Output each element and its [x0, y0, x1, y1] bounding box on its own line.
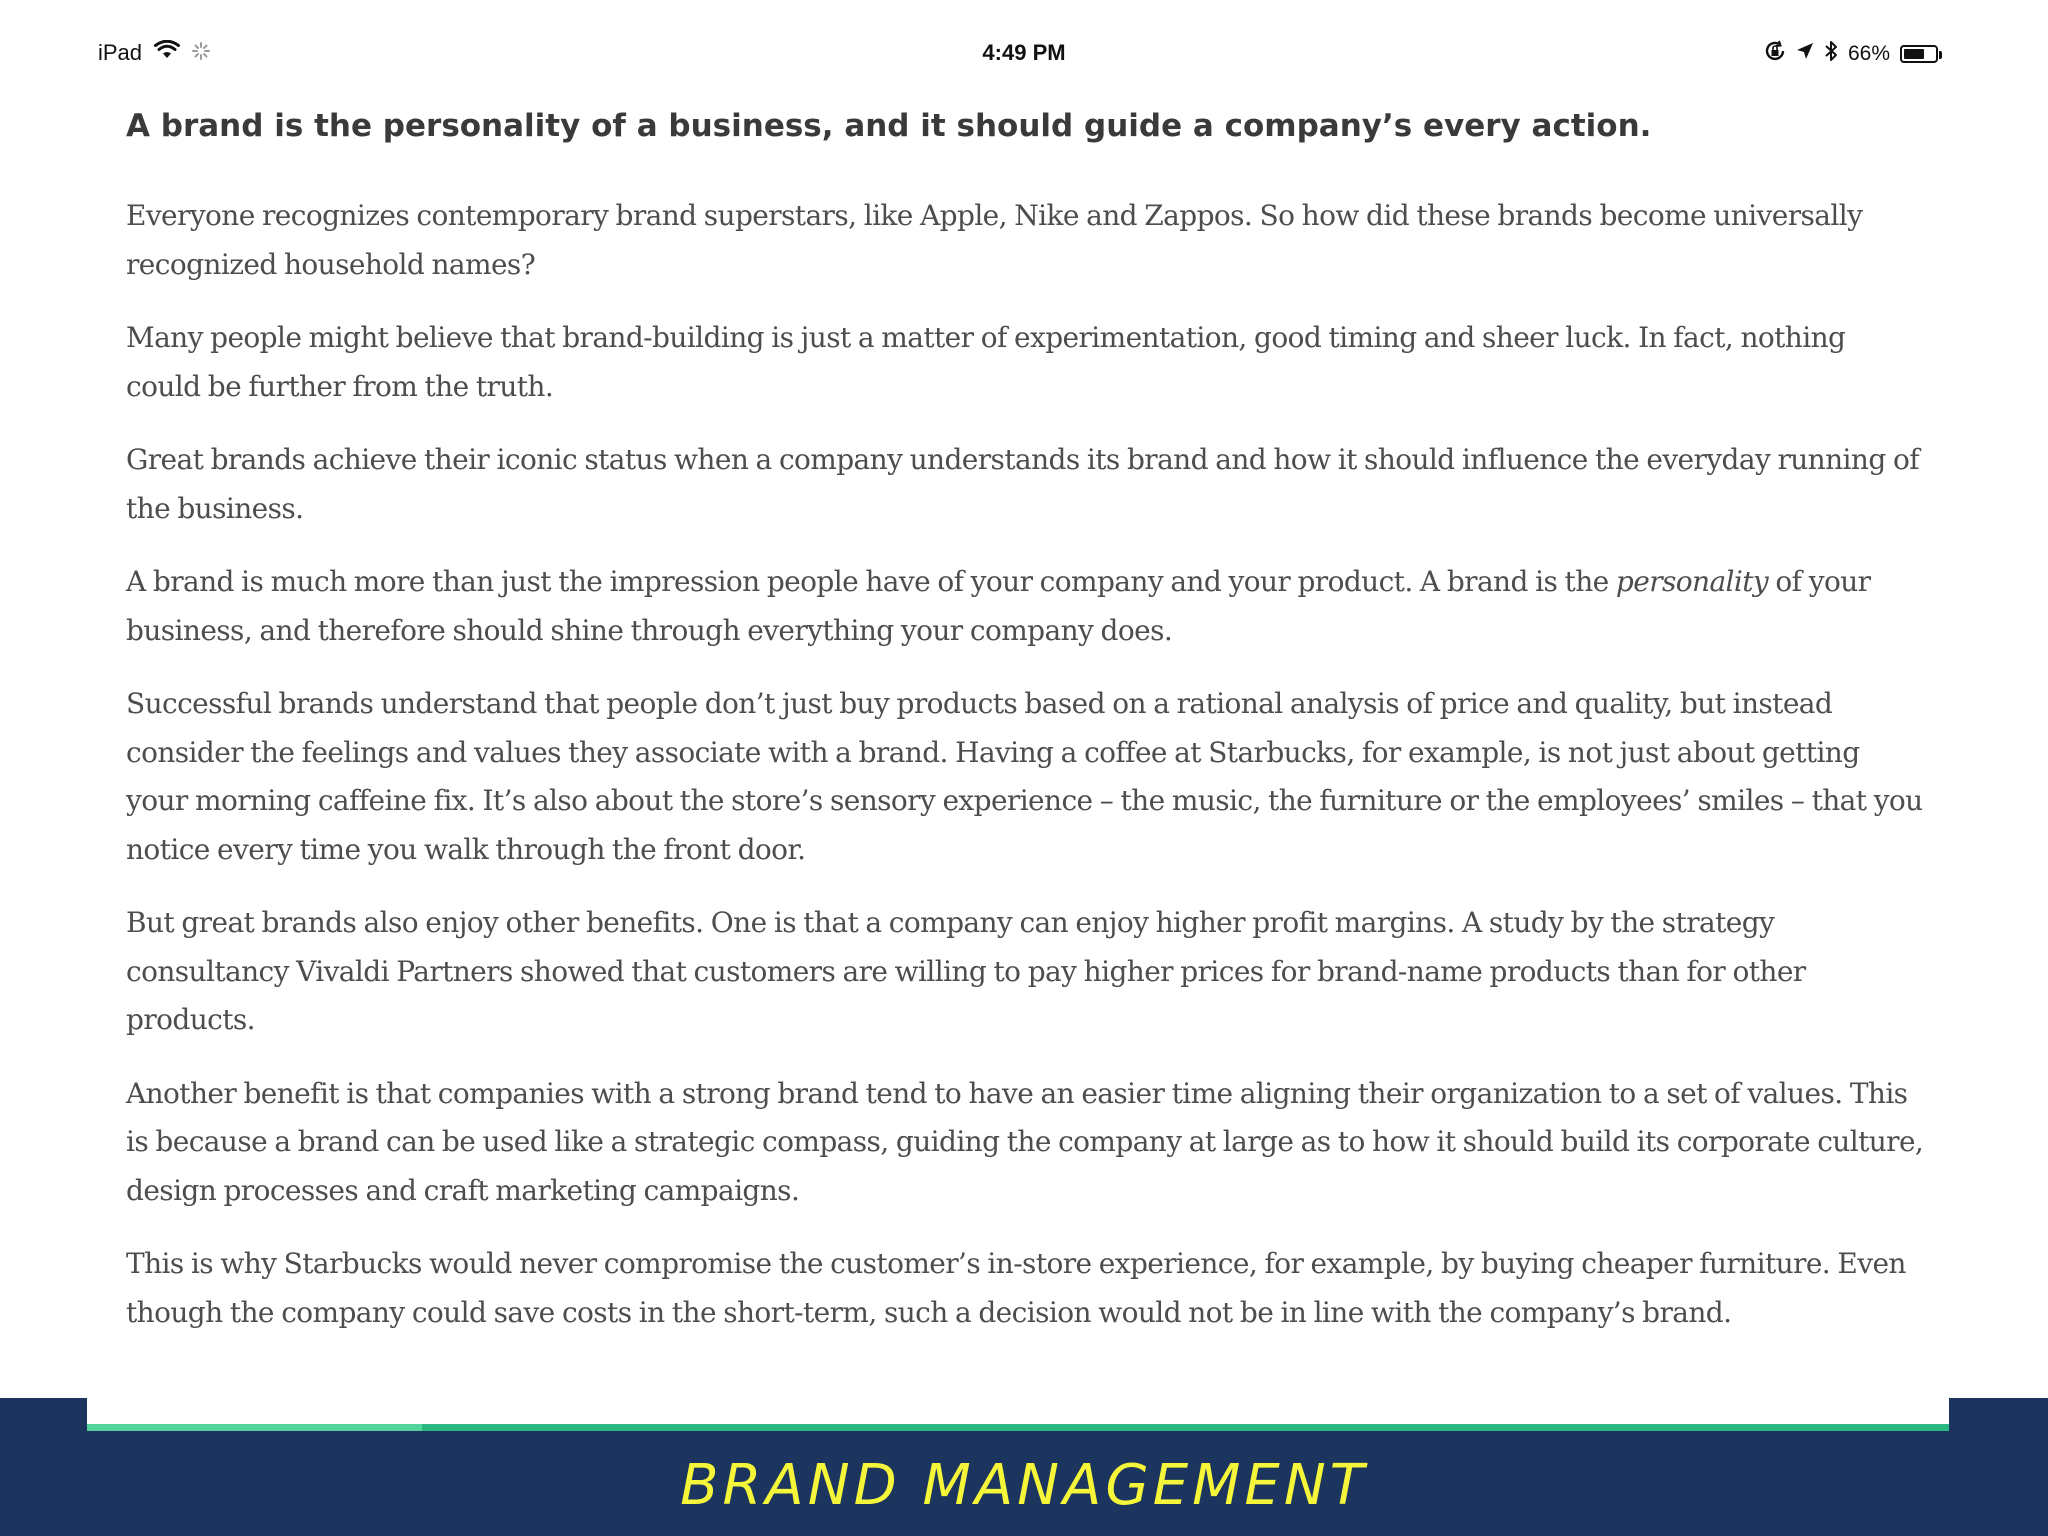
status-bar-time: 4:49 PM: [982, 40, 1066, 65]
battery-level: [1904, 49, 1924, 59]
reading-progress-fill: [87, 1424, 422, 1431]
article-paragraph: Great brands achieve their iconic status when a company understands its brand and how it should influence the everyday running of the business.: [126, 443, 1919, 525]
article-paragraph: Another benefit is that companies with a strong brand tend to have an easier time aligning their organization to a set of values. This is because a brand can be used like a strategic compass, guiding the company at large as to how it should build its corporate culture, design processes and craft marketing campaigns.: [126, 1076, 1924, 1207]
battery-tip: [1939, 51, 1942, 59]
article-headline: A brand is the personality of a business, and it should guide a company’s every action.: [126, 108, 1652, 144]
article-paragraph: Everyone recognizes contemporary brand superstars, like Apple, Nike and Zappos. So how did these brands become universally recognized household names?: [126, 199, 1863, 281]
battery-percent: 66%: [1847, 42, 1890, 65]
paragraph-text: of your business, and therefore should shine through everything your company does.: [126, 565, 1871, 647]
orientation-lock-icon: [1764, 40, 1786, 68]
article-paragraph: Many people might believe that brand-building is just a matter of experimentation, good timing and sheer luck. In fact, nothing could be further from the truth.: [126, 321, 1846, 403]
article-paragraph: Successful brands understand that people don’t just buy products based on a rational analysis of price and quality, but instead consider the feelings and values they associate with a brand. Having a coffee at Starbucks, for example, is not just about getting your morning caffeine fix. It’s also about the store’s sensory experience – the music, the furniture or the employees’ smiles – that you notice every time you walk through the front door.: [126, 687, 1923, 866]
article-paragraph: This is why Starbucks would never compromise the customer’s in-store experience, for example, by buying cheaper furniture. Even though the company could save costs in the short-term, such a decision would not be in line with the company’s brand.: [126, 1247, 1906, 1329]
emphasized-word: personality: [1615, 565, 1769, 598]
bluetooth-icon: [1824, 40, 1838, 68]
article-paragraph: [126, 558, 1926, 655]
article-paragraph: But great brands also enjoy other benefits. One is that a company can enjoy higher profit margins. A study by the strategy consultancy Vivaldi Partners showed that customers are willing to pay higher prices for brand-name products than for other products.: [126, 906, 1806, 1036]
location-icon: [1796, 42, 1814, 66]
status-bar-right: [1764, 40, 1938, 68]
status-bar: [0, 0, 2048, 104]
battery-icon: [1900, 45, 1938, 63]
paragraph-text: A brand is much more than just the impression people have of your company and your product. A brand is the: [126, 565, 1616, 598]
article-content: [126, 100, 1926, 1362]
footer-title: BRAND MANAGEMENT: [680, 1453, 1368, 1518]
device-name: iPad: [98, 40, 143, 65]
